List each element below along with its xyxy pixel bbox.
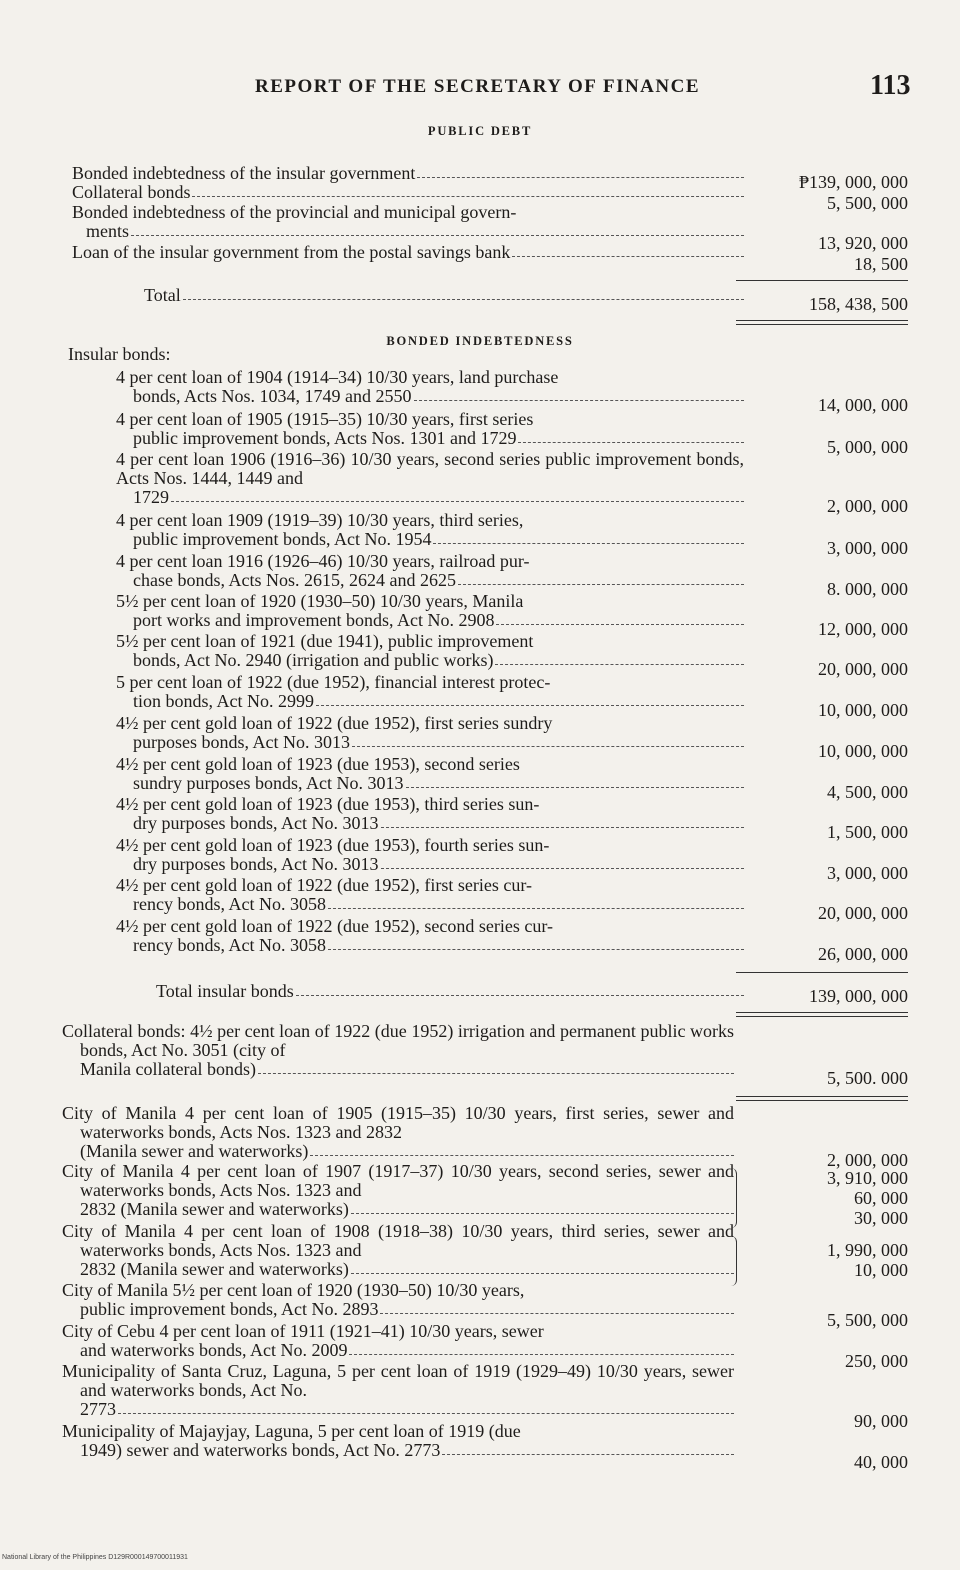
row-text: ments	[86, 221, 129, 241]
row-amount: 12, 000, 000	[818, 619, 908, 639]
row-amount: 60, 000	[854, 1188, 908, 1208]
row-description	[62, 1162, 734, 1219]
row-text-first: City of Manila 4 per cent loan of 1907 (1917–37) 10/30 years, second series, sewer and waterworks bonds, Acts Nos. 1323 and	[62, 1161, 734, 1200]
row-description	[116, 876, 744, 914]
row-text-first: 4½ per cent gold loan of 1923 (due 1953), third series sun-	[116, 794, 540, 814]
row-text: dry purposes bonds, Act No. 3013	[133, 813, 379, 833]
row-text: 2832 (Manila sewer and waterworks)	[80, 1199, 349, 1219]
row-text: public improvement bonds, Acts Nos. 1301 and 1729	[133, 428, 517, 448]
row-description	[116, 368, 744, 406]
public-debt-title: PUBLIC DEBT	[427, 124, 533, 138]
row-amount: 30, 000	[854, 1208, 908, 1228]
subtotal-rule	[736, 972, 908, 973]
row-amount: 3, 000, 000	[827, 863, 908, 883]
row-amount: 1, 500, 000	[827, 822, 908, 842]
row-text: public improvement bonds, Act No. 1954	[133, 529, 432, 549]
row-text-first: 5½ per cent loan of 1921 (due 1941), public improvement	[116, 631, 534, 651]
row-text-first: 4 per cent loan of 1904 (1914–34) 10/30 years, land purchase	[116, 367, 559, 387]
row-text-first: 4½ per cent gold loan of 1922 (due 1952), first series cur-	[116, 875, 533, 895]
row-text-first: 4½ per cent gold loan of 1923 (due 1953), second series	[116, 754, 520, 774]
row-description	[116, 755, 744, 793]
row-amount: 5, 500, 000	[827, 193, 908, 213]
row-text: Manila collateral bonds)	[80, 1059, 256, 1079]
row-description	[62, 1322, 734, 1360]
row-text-first: 4 per cent loan 1906 (1916–36) 10/30 years, second series public improvement bonds, Acts Nos. 1444, 1449 and	[116, 449, 744, 488]
row-description	[62, 1422, 734, 1460]
row-amount: 1, 990, 000	[827, 1240, 908, 1260]
row-description	[156, 982, 744, 1001]
row-description	[62, 1104, 734, 1161]
row-amount: 2, 000, 000	[827, 1150, 908, 1170]
row-description	[116, 836, 744, 874]
row-amount: 26, 000, 000	[818, 944, 908, 964]
amount-brace	[728, 1168, 737, 1228]
row-description	[72, 183, 744, 202]
row-description	[116, 552, 744, 590]
running-head: REPORT OF THE SECRETARY OF FINANCE	[255, 76, 701, 97]
row-text: bonds, Act No. 2940 (irrigation and public works)	[133, 650, 494, 670]
total-label: Total insular bonds	[156, 981, 294, 1001]
total-amount: 139, 000, 000	[809, 986, 908, 1006]
row-text: Collateral bonds	[72, 182, 191, 202]
insular-bonds-label: Insular bonds:	[68, 344, 171, 364]
row-text-first: 5 per cent loan of 1922 (due 1952), financial interest protec-	[116, 672, 551, 692]
row-text: Loan of the insular government from the postal savings bank	[72, 242, 511, 262]
row-text: port works and improvement bonds, Act No. 2908	[133, 610, 495, 630]
total-double-rule	[736, 1012, 908, 1017]
row-amount: 5, 500, 000	[827, 1310, 908, 1330]
row-description	[72, 203, 744, 241]
row-text: sundry purposes bonds, Act No. 3013	[133, 773, 404, 793]
row-text-first: 4 per cent loan of 1905 (1915–35) 10/30 years, first series	[116, 409, 534, 429]
row-description	[72, 164, 744, 183]
subtotal-rule	[736, 280, 908, 281]
row-text-first: City of Manila 4 per cent loan of 1905 (1915–35) 10/30 years, first series, sewer and waterworks bonds, Acts Nos. 1323 and 2832	[62, 1103, 734, 1142]
row-text: and waterworks bonds, Act No. 2009	[80, 1340, 348, 1360]
row-text: 1729	[133, 487, 169, 507]
row-text: tion bonds, Act No. 2999	[133, 691, 315, 711]
row-text-first: 4 per cent loan 1916 (1926–46) 10/30 years, railroad pur-	[116, 551, 530, 571]
row-amount: 20, 000, 000	[818, 659, 908, 679]
row-amount: 5, 500. 000	[827, 1068, 908, 1088]
row-amount: 3, 000, 000	[827, 538, 908, 558]
row-amount: 10, 000, 000	[818, 700, 908, 720]
row-description	[116, 917, 744, 955]
row-text-first: 5½ per cent loan of 1920 (1930–50) 10/30 years, Manila	[116, 591, 524, 611]
row-text: 1949) sewer and waterworks bonds, Act No. 2773	[80, 1440, 441, 1460]
row-amount: 8. 000, 000	[827, 579, 908, 599]
row-description	[116, 632, 744, 670]
row-text: purposes bonds, Act No. 3013	[133, 732, 350, 752]
row-description	[62, 1022, 734, 1079]
row-text-first: Collateral bonds: 4½ per cent loan of 1922 (due 1952) irrigation and permanent public works bonds, Act No. 3051 (city of	[62, 1021, 734, 1060]
page-header	[0, 72, 960, 112]
row-description	[144, 286, 744, 305]
row-description	[116, 714, 744, 752]
row-text-first: Municipality of Santa Cruz, Laguna, 5 per cent loan of 1919 (1929–49) 10/30 years, sewer and waterworks bonds, Act No.	[62, 1361, 734, 1400]
scan-footer: National Library of the Philippines D129R000149700011931	[2, 1554, 188, 1561]
row-description	[116, 592, 744, 630]
row-text: dry purposes bonds, Act No. 3013	[133, 854, 379, 874]
row-amount: ₱139, 000, 000	[798, 172, 908, 192]
row-amount: 10, 000	[854, 1260, 908, 1280]
amount-brace	[728, 1236, 737, 1286]
row-text: (Manila sewer and waterworks)	[80, 1141, 309, 1161]
row-amount: 2, 000, 000	[827, 496, 908, 516]
total-double-rule	[736, 1096, 908, 1101]
row-text: rency bonds, Act No. 3058	[133, 935, 326, 955]
row-amount: 13, 920, 000	[818, 233, 908, 253]
row-amount: 5, 000, 000	[827, 437, 908, 457]
row-description	[72, 243, 744, 262]
row-description	[116, 795, 744, 833]
row-description	[116, 410, 744, 448]
row-text-first: 4½ per cent gold loan of 1922 (due 1952), second series cur-	[116, 916, 554, 936]
row-text: chase bonds, Acts Nos. 2615, 2624 and 2625	[133, 570, 456, 590]
row-amount: 18, 500	[854, 254, 908, 274]
row-amount: 250, 000	[845, 1351, 908, 1371]
row-description	[62, 1281, 734, 1319]
row-text: bonds, Acts Nos. 1034, 1749 and 2550	[133, 386, 412, 406]
row-amount: 4, 500, 000	[827, 782, 908, 802]
page-number: 113	[870, 70, 911, 101]
row-text-first: Municipality of Majayjay, Laguna, 5 per cent loan of 1919 (due	[62, 1421, 521, 1441]
row-amount: 90, 000	[854, 1411, 908, 1431]
row-description	[116, 511, 744, 549]
row-amount: 14, 000, 000	[818, 395, 908, 415]
row-description	[62, 1222, 734, 1279]
row-text: 2773	[80, 1399, 116, 1419]
bonded-indebtedness-title: BONDED INDEBTEDNESS	[386, 334, 574, 348]
row-text-first: City of Cebu 4 per cent loan of 1911 (1921–41) 10/30 years, sewer	[62, 1321, 544, 1341]
row-text: 2832 (Manila sewer and waterworks)	[80, 1259, 349, 1279]
total-double-rule	[736, 320, 908, 325]
row-text-first: 4 per cent loan 1909 (1919–39) 10/30 years, third series,	[116, 510, 524, 530]
row-amount: 20, 000, 000	[818, 903, 908, 923]
total-amount: 158, 438, 500	[809, 294, 908, 314]
row-text-first: City of Manila 5½ per cent loan of 1920 (1930–50) 10/30 years,	[62, 1280, 525, 1300]
row-text: Bonded indebtedness of the insular government	[72, 163, 416, 183]
row-amount: 10, 000, 000	[818, 741, 908, 761]
row-text-first: Bonded indebtedness of the provincial and municipal govern-	[72, 202, 517, 222]
row-amount: 3, 910, 000	[827, 1168, 908, 1188]
row-text: public improvement bonds, Act No. 2893	[80, 1299, 379, 1319]
row-description	[62, 1362, 734, 1419]
row-text-first: City of Manila 4 per cent loan of 1908 (1918–38) 10/30 years, third series, sewer and waterworks bonds, Acts Nos. 1323 and	[62, 1221, 734, 1260]
row-description	[116, 673, 744, 711]
row-text: rency bonds, Act No. 3058	[133, 894, 326, 914]
row-description	[116, 450, 744, 507]
row-text-first: 4½ per cent gold loan of 1922 (due 1952), first series sundry	[116, 713, 553, 733]
row-text-first: 4½ per cent gold loan of 1923 (due 1953), fourth series sun-	[116, 835, 550, 855]
row-amount: 40, 000	[854, 1452, 908, 1472]
total-label: Total	[144, 285, 181, 305]
